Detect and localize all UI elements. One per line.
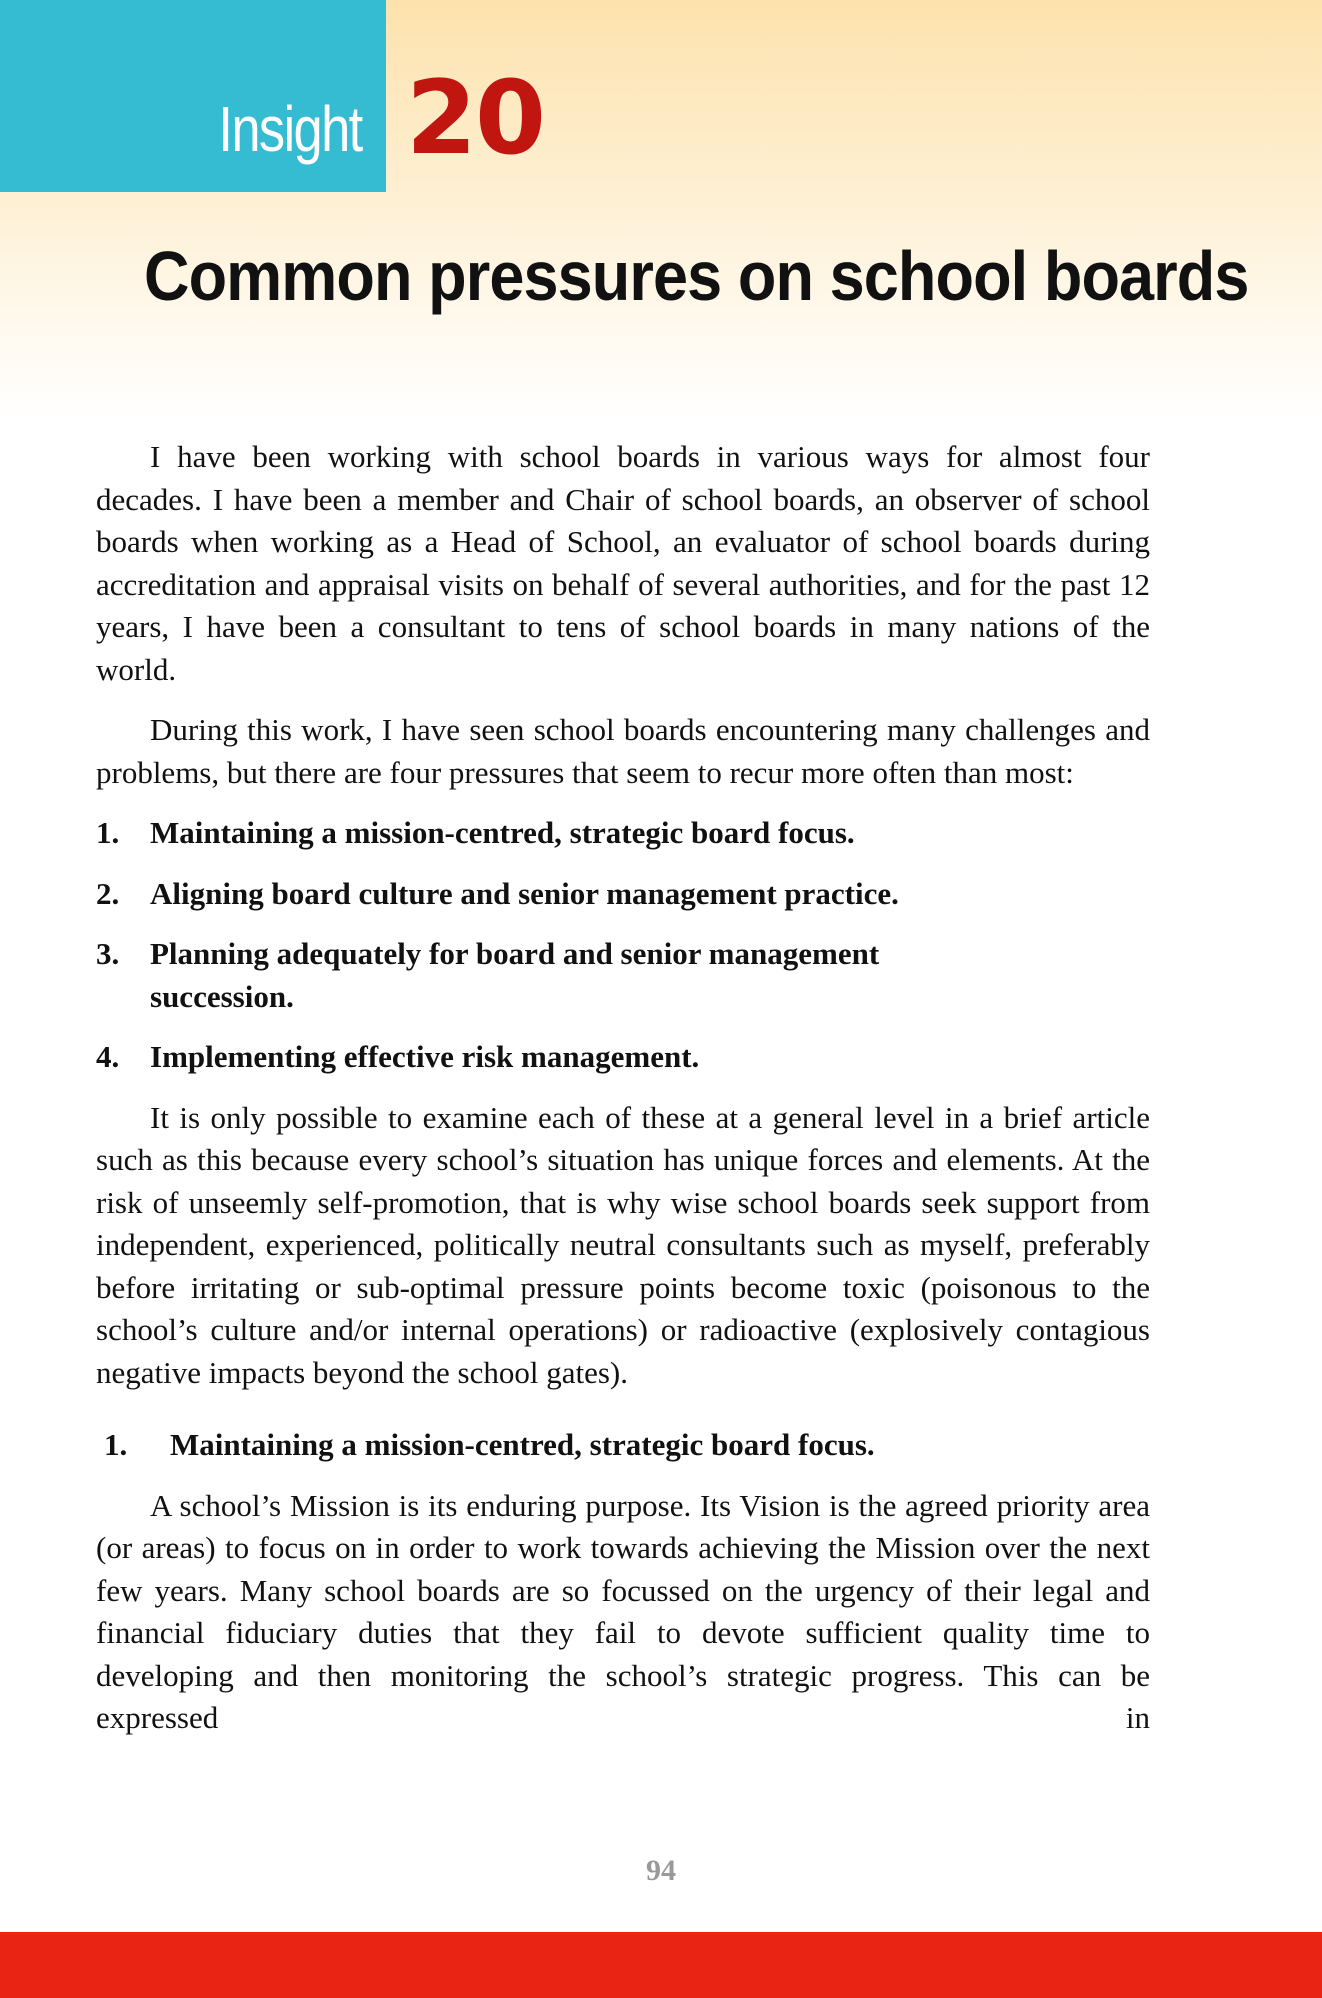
list-item-text: Maintaining a mission-centred, strategic board focus. — [150, 815, 855, 850]
list-item — [96, 873, 1056, 916]
section-paragraph: A school’s Mission is its enduring purpose. Its Vision is the agreed priority area (or areas) to focus on in order to work towards achieving the Mission over the next few years. Many school boards are so focussed on the urgency of their legal and financial fiduciary duties that they fail to devote sufficient quality time to developing and then monitoring the school’s strategic progress. This can be expressed in — [96, 1487, 1150, 1735]
list-item — [96, 1036, 1056, 1079]
page-number: 94 — [646, 1854, 676, 1887]
section-number: 1. — [104, 1427, 128, 1462]
list-item — [96, 812, 1056, 855]
insight-label-box — [0, 0, 386, 192]
list-item-number: 1. — [96, 815, 120, 850]
list-item-text: Planning adequately for board and senior management succession. — [150, 936, 880, 1014]
list-item-text: Aligning board culture and senior management practice. — [150, 875, 899, 911]
section-heading-text: Maintaining a mission-centred, strategic board focus. — [170, 1427, 875, 1462]
insight-label: Insight — [218, 93, 362, 165]
footer-band — [0, 1932, 1322, 1998]
list-item-number: 2. — [96, 875, 120, 911]
list-item — [96, 933, 916, 1018]
insight-number: 20 — [406, 59, 544, 178]
intro-paragraph-1: I have been working with school boards in various ways for almost four decades. I have been a member and Chair of school boards, an observer of school boards when working as a Head of School, an evaluator of school boards during accreditation and appraisal visits on behalf of several authorities, and for the past 12 years, I have been a consultant to tens of school boards in many nations of the world. — [96, 439, 1150, 687]
list-item-text: Implementing effective risk management. — [150, 1039, 700, 1074]
section-heading — [104, 1424, 1150, 1467]
article-body — [96, 436, 1150, 1758]
list-item-number: 4. — [96, 1039, 120, 1074]
list-item-number: 3. — [96, 936, 120, 971]
paragraph-after-list: It is only possible to examine each of these at a general level in a brief article such as this because every school’s situation has unique forces and elements. At the risk of unseemly self-promotion, that is why wise school boards seek support from independent, experienced, politically neutral consultants such as myself, preferably before irritating or sub-optimal pressure points become toxic (poisonous to the school’s culture and/or internal operations) or radioactive (explosively contagious negative impacts beyond the school gates). — [96, 1099, 1150, 1390]
page-title: Common pressures on school boards — [144, 237, 1249, 315]
intro-paragraph-2: During this work, I have seen school boards encountering many challenges and problems, but there are four pressures that seem to recur more often than most: — [96, 712, 1150, 790]
pressures-list — [96, 812, 1150, 1079]
